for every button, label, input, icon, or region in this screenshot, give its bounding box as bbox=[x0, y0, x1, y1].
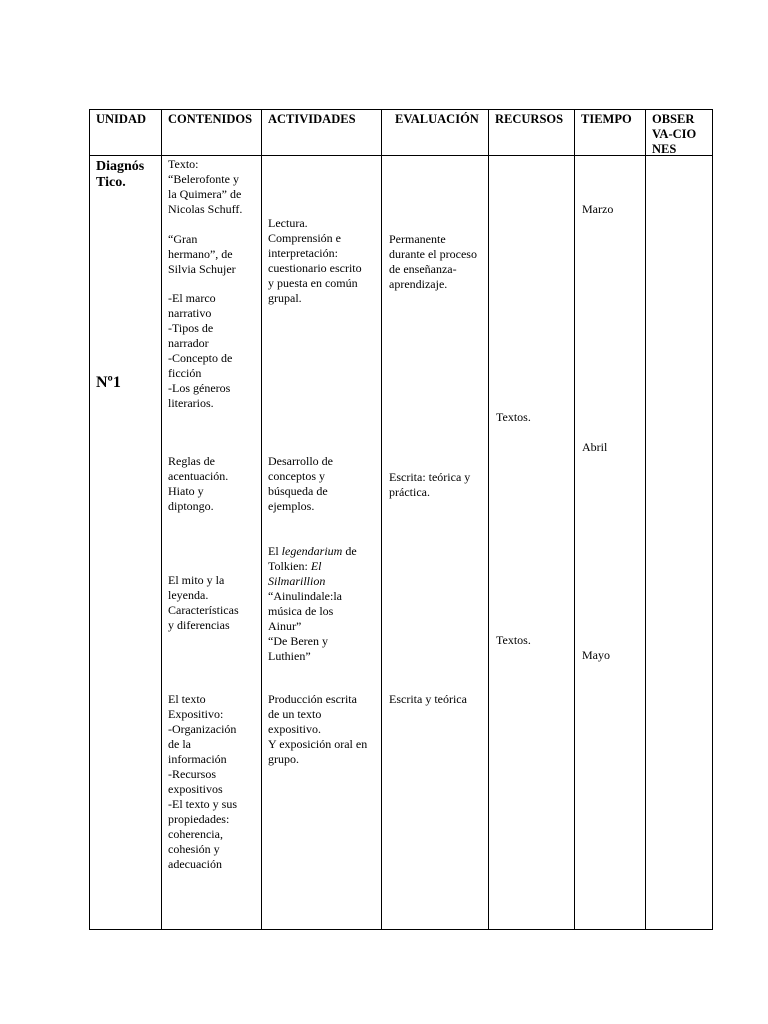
tiempo-block: Marzo bbox=[582, 202, 614, 216]
header-observaciones: OBSER VA-CIO NES bbox=[652, 112, 697, 156]
col-border bbox=[488, 109, 489, 930]
col-border bbox=[381, 109, 382, 930]
contenidos-block: “Gran hermano”, de Silvia Schujer bbox=[168, 232, 236, 276]
header-evaluacion: EVALUACIÓN bbox=[395, 112, 479, 126]
header-contenidos: CONTENIDOS bbox=[168, 112, 253, 126]
actividades-block: Desarrollo de conceptos y búsqueda de ejemplos. bbox=[268, 454, 333, 513]
col-border bbox=[574, 109, 575, 930]
col-border bbox=[712, 109, 713, 930]
actividades-block: Producción escrita de un texto expositivo. Y exposición oral en grupo. bbox=[268, 692, 368, 766]
col-border bbox=[161, 109, 162, 930]
recursos-block: Textos. bbox=[496, 410, 531, 424]
recursos-block: Textos. bbox=[496, 633, 531, 647]
unit-number: Nº1 bbox=[96, 374, 121, 391]
evaluacion-block: Escrita: teórica y práctica. bbox=[389, 470, 471, 499]
actividades-block: Lectura. Comprensión e interpretación: cuestionario escrito y puesta en común grupal. bbox=[268, 216, 362, 305]
col-border bbox=[261, 109, 262, 930]
contenidos-block: -El marco narrativo -Tipos de narrador -Concepto de ficción -Los géneros literarios. bbox=[168, 291, 233, 410]
contenidos-block: El texto Expositivo: -Organización de la información -Recursos expositivos -El texto y sus propiedades: coherencia, cohesión y adecuación bbox=[168, 692, 237, 871]
contenidos-block: Reglas de acentuación. Hiato y diptongo. bbox=[168, 454, 229, 513]
actividades-block-tolkien: El legendarium de Tolkien: El Silmarillion “Ainulindale:la música de los Ainur” “De Beren y Luthien” bbox=[268, 544, 357, 663]
table-bottom-border bbox=[89, 929, 713, 930]
col-border bbox=[645, 109, 646, 930]
header-unidad: UNIDAD bbox=[96, 112, 146, 126]
unit-title: Diagnós Tico. bbox=[96, 159, 145, 190]
tiempo-block: Mayo bbox=[582, 648, 610, 662]
contenidos-block: Texto: “Belerofonte y la Quimera” de Nicolas Schuff. bbox=[168, 157, 243, 216]
col-border bbox=[89, 109, 90, 930]
evaluacion-block: Escrita y teórica bbox=[389, 692, 467, 706]
header-bottom-border bbox=[89, 155, 713, 156]
contenidos-block: El mito y la leyenda. Características y diferencias bbox=[168, 573, 239, 632]
header-actividades: ACTIVIDADES bbox=[268, 112, 356, 126]
tiempo-block: Abril bbox=[582, 440, 608, 454]
table-top-border bbox=[89, 109, 713, 110]
header-recursos: RECURSOS bbox=[495, 112, 564, 126]
header-tiempo: TIEMPO bbox=[581, 112, 632, 126]
evaluacion-block: Permanente durante el proceso de enseñanza- aprendizaje. bbox=[389, 232, 477, 291]
